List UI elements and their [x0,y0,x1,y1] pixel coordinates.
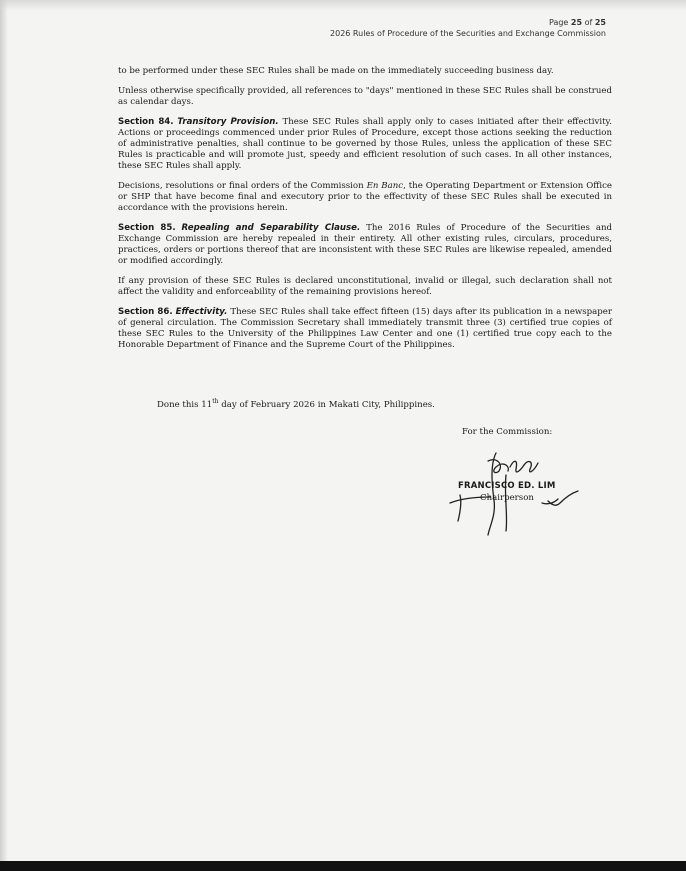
section-label: Section 86. [118,307,173,317]
section-label: Section 85. [118,223,176,233]
paragraph: If any provision of these SEC Rules is declared unconstitutional, invalid or illegal, such declaration shall not affect the validity and enforceability of the remaining provisions hereof. [118,276,612,297]
signature-block [430,445,600,545]
section-text: These SEC Rules shall take effect fifteen (15) days after its publication in a newspaper of general circulation. The Commission Secretary shall immediately transmit three (3) certified true copies of these SEC Rules to the University of the Philippines Law Center and one (1) certified true copy each to the Honorable Department of Finance and the Supreme Court of the Philippines. [118,307,613,350]
section-84 [118,117,612,172]
section-85 [118,223,612,267]
done-line: Done this 11th day of February 2026 in Makati City, Philippines. [157,398,435,410]
scan-edge-top [0,0,686,10]
section-text: These SEC Rules shall apply only to cases initiated after their effectivity. Actions or proceedings commenced under prior Rules of Procedure, except those actions seeking the reduction of administrative penalties, shall continue to be governed by those Rules, unless the application of these SEC Rules is practicable and will promote just, speedy and efficient resolution of such cases. In all other instances, these SEC Rules shall apply. [118,117,612,171]
scan-edge-bottom [0,861,686,871]
paragraph: to be performed under these SEC Rules shall be made on the immediately succeeding business day. [118,66,554,76]
for-commission-label: For the Commission: [462,427,553,437]
paragraph: Decisions, resolutions or final orders of the Commission En Banc, the Operating Department or Extension Office or SHP that have become final and executory prior to the effectivity of these SEC Rules shall be executed in accordance with the provisions herein. [118,181,613,213]
page-header [330,17,606,39]
page-number: Page 25 of 25 [548,18,606,27]
section-86 [118,307,612,351]
section-title: Effectivity. [175,307,228,317]
scan-edge-left [0,0,8,871]
signatory-name: FRANCISCO ED. LIM [458,481,556,491]
section-title: Repealing and Separability Clause. [181,223,361,233]
section-label: Section 84. [118,117,174,127]
document-subtitle: 2026 Rules of Procedure of the Securities and Exchange Commission [330,29,606,38]
section-title: Transitory Provision. [177,117,279,127]
signatory-title: Chairperson [480,493,534,503]
document-body [118,66,612,360]
paragraph: Unless otherwise specifically provided, all references to "days" mentioned in these SEC Rules shall be construed as calendar days. [118,86,612,107]
section-text: The 2016 Rules of Procedure of the Securities and Exchange Commission are hereby repealed in their entirety. All other existing rules, circulars, procedures, practices, orders or portions thereof that are inconsistent with these SEC Rules are likewise repealed, amended or modified accordingly. [118,223,613,266]
